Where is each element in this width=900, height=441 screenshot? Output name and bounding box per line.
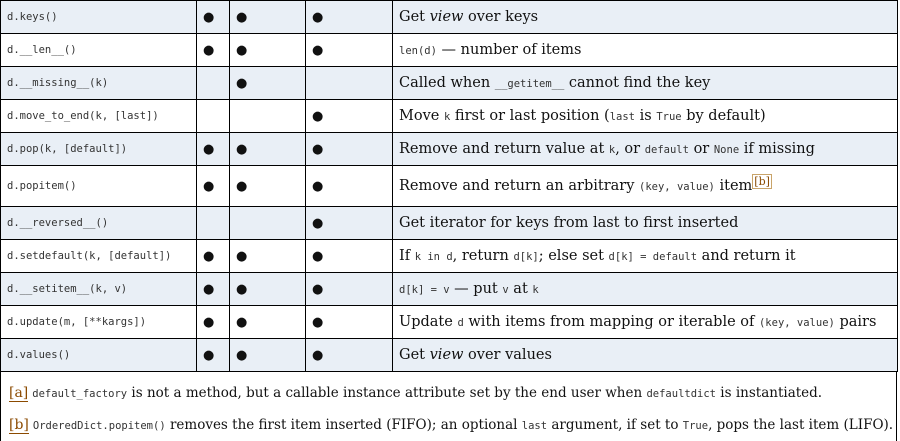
support-mark (306, 67, 393, 100)
support-mark: ● (306, 34, 393, 67)
support-mark: ● (197, 306, 230, 339)
method-description: Get view over values (393, 339, 898, 372)
method-signature: d.__len__() (1, 34, 197, 67)
support-mark (230, 100, 306, 133)
support-mark: ● (197, 133, 230, 166)
method-description: len(d) — number of items (393, 34, 898, 67)
footnotes (0, 371, 897, 441)
support-mark: ● (230, 240, 306, 273)
footnote-b: [b] OrderedDict.popitem() removes the first item inserted (FIFO); an optional last argument, if set to True, pops the last item (LIFO). (9, 417, 894, 433)
support-mark: ● (306, 207, 393, 240)
table-row (1, 133, 898, 166)
support-mark: ● (306, 166, 393, 207)
method-signature: d.pop(k, [default]) (1, 133, 197, 166)
table-row (1, 306, 898, 339)
support-mark: ● (197, 34, 230, 67)
method-signature: d.__missing__(k) (1, 67, 197, 100)
support-mark: ● (306, 1, 393, 34)
support-mark: ● (197, 273, 230, 306)
method-description: Update d with items from mapping or iterable of (key, value) pairs (393, 306, 898, 339)
support-mark: ● (306, 133, 393, 166)
support-mark: ● (306, 273, 393, 306)
support-mark: ● (197, 1, 230, 34)
method-description: Remove and return value at k, or default or None if missing (393, 133, 898, 166)
support-mark: ● (230, 133, 306, 166)
support-mark: ● (230, 34, 306, 67)
table-row (1, 339, 898, 372)
support-mark: ● (197, 166, 230, 207)
method-description: Move k first or last position (last is True by default) (393, 100, 898, 133)
method-signature: d.values() (1, 339, 197, 372)
method-description: If k in d, return d[k]; else set d[k] = default and return it (393, 240, 898, 273)
method-description: Remove and return an arbitrary (key, value) item [b] (393, 166, 898, 207)
table-row (1, 166, 898, 207)
footnote-link-b[interactable]: [b] (754, 175, 770, 188)
support-mark (230, 207, 306, 240)
support-mark: ● (306, 240, 393, 273)
support-mark (197, 207, 230, 240)
footnote-a: [a] default_factory is not a method, but a callable instance attribute set by the end user when defaultdict is instantiated. (9, 385, 823, 401)
support-mark (197, 100, 230, 133)
support-mark: ● (230, 339, 306, 372)
table-row (1, 207, 898, 240)
method-signature: d.move_to_end(k, [last]) (1, 100, 197, 133)
table-row (1, 1, 898, 34)
support-mark: ● (197, 339, 230, 372)
support-mark: ● (230, 166, 306, 207)
method-description: Get iterator for keys from last to first inserted (393, 207, 898, 240)
table-row (1, 273, 898, 306)
table-row (1, 240, 898, 273)
support-mark: ● (230, 273, 306, 306)
method-signature: d.setdefault(k, [default]) (1, 240, 197, 273)
method-description: Get view over keys (393, 1, 898, 34)
method-signature: d.popitem() (1, 166, 197, 207)
method-signature: d.__setitem__(k, v) (1, 273, 197, 306)
support-mark (197, 67, 230, 100)
method-signature: d.__reversed__() (1, 207, 197, 240)
support-mark: ● (230, 306, 306, 339)
support-mark: ● (306, 306, 393, 339)
support-mark: ● (230, 1, 306, 34)
method-description: Called when __getitem__ cannot find the key (393, 67, 898, 100)
footnote-marker-b[interactable]: [b] (9, 417, 29, 433)
method-description: d[k] = v — put v at k (393, 273, 898, 306)
footnote-marker-a[interactable]: [a] (9, 385, 29, 401)
table-row (1, 100, 898, 133)
method-signature: d.keys() (1, 1, 197, 34)
support-mark: ● (306, 100, 393, 133)
table-row (1, 34, 898, 67)
support-mark: ● (197, 240, 230, 273)
table-row (1, 67, 898, 100)
support-mark: ● (230, 67, 306, 100)
method-signature: d.update(m, [**kargs]) (1, 306, 197, 339)
support-mark: ● (306, 339, 393, 372)
